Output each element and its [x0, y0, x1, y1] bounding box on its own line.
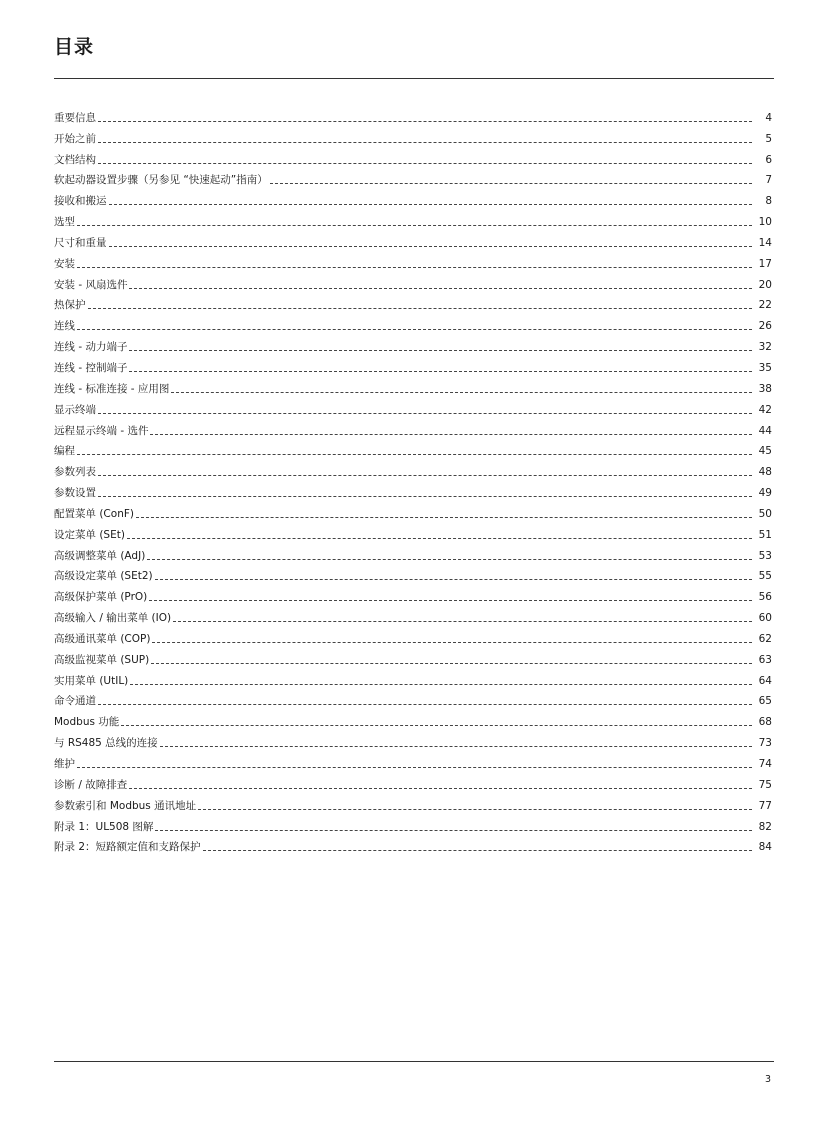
toc-entry-page: 74: [758, 758, 772, 770]
toc-entry[interactable]: [54, 750, 772, 771]
toc-entry-title: 附录 1：UL508 图解: [54, 820, 154, 833]
toc-dot-leader: [98, 475, 752, 476]
toc-entry[interactable]: [54, 458, 772, 479]
toc-entry-page: 44: [758, 424, 772, 437]
toc-entry[interactable]: [54, 542, 772, 563]
toc-entry-title: 连线 - 控制端子: [54, 361, 128, 374]
toc-entry[interactable]: [54, 438, 772, 459]
toc-entry[interactable]: [54, 125, 772, 146]
toc-dot-leader: [77, 454, 752, 455]
toc-entry-page: 73: [758, 737, 772, 750]
toc-entry-page: 55: [758, 570, 772, 583]
toc-entry[interactable]: [54, 771, 772, 792]
toc-entry-title: 文档结构: [54, 153, 96, 166]
toc-dot-leader: [88, 308, 753, 309]
toc-entry-page: 64: [758, 674, 772, 687]
toc-entry[interactable]: [54, 104, 772, 125]
toc-dot-leader: [109, 204, 753, 205]
toc-entry-title: 安装: [54, 257, 75, 270]
toc-entry-page: 45: [758, 445, 772, 458]
toc-entry-title: 软起动器设置步骤（另参见 “快速起动”指南）: [54, 174, 268, 187]
toc-dot-leader: [98, 704, 752, 705]
toc-dot-leader: [173, 621, 752, 622]
toc-entry-title: 配置菜单 (ConF): [54, 507, 134, 520]
toc-dot-leader: [77, 767, 752, 768]
toc-dot-leader: [160, 746, 752, 747]
toc-entry-page: 65: [758, 695, 772, 708]
toc-entry-page: 63: [758, 653, 772, 666]
toc-dot-leader: [151, 663, 752, 664]
toc-entry-title: 尺寸和重量: [54, 236, 107, 249]
toc-entry-title: 开始之前: [54, 132, 96, 145]
toc-entry-page: 22: [758, 299, 772, 312]
toc-entry[interactable]: [54, 333, 772, 354]
toc-entry-page: 8: [765, 195, 772, 208]
toc-dot-leader: [129, 788, 752, 789]
toc-entry-page: 68: [758, 716, 772, 729]
toc-dot-leader: [98, 121, 752, 122]
toc-dot-leader: [129, 350, 752, 351]
toc-entry-page: 62: [758, 632, 772, 645]
toc-dot-leader: [130, 684, 752, 685]
toc-entry-page: 20: [758, 278, 772, 291]
toc-entry-page: 48: [758, 466, 772, 479]
toc-entry-title: 重要信息: [54, 111, 96, 124]
toc-dot-leader: [98, 142, 752, 143]
toc-entry-title: 远程显示终端 - 选件: [54, 424, 149, 437]
toc-entry[interactable]: [54, 250, 772, 271]
toc-entry[interactable]: [54, 271, 772, 292]
toc-entry[interactable]: [54, 146, 772, 167]
toc-entry-page: 56: [758, 591, 772, 604]
toc-entry-title: 诊断 / 故障排查: [54, 778, 128, 791]
toc-entry-title: 高级输入 / 输出菜单 (IO): [54, 612, 172, 625]
toc-entry[interactable]: [54, 500, 772, 521]
toc-entry-page: 53: [758, 549, 772, 562]
toc-entry[interactable]: [54, 563, 772, 584]
toc-entry-page: 6: [765, 153, 772, 166]
toc-entry-title: 维护: [54, 758, 75, 770]
toc-entry-title: 参数索引和 Modbus 通讯地址: [54, 799, 197, 812]
toc-entry-page: 60: [758, 612, 772, 625]
toc-dot-leader: [150, 434, 752, 435]
toc-dot-leader: [155, 579, 752, 580]
toc-entry-title: 选型: [54, 216, 75, 229]
toc-dot-leader: [98, 496, 752, 497]
toc-dot-leader: [147, 559, 752, 560]
toc-entry-page: 32: [758, 341, 772, 354]
toc-entry-title: 显示终端: [54, 403, 96, 416]
toc-dot-leader: [121, 725, 752, 726]
toc-entry-title: 高级调整菜单 (AdJ): [54, 549, 146, 562]
toc-entry[interactable]: [54, 354, 772, 375]
toc-entry[interactable]: [54, 834, 772, 855]
toc-entry-title: 参数设置: [54, 487, 96, 500]
toc-entry-page: 42: [758, 403, 772, 416]
toc-entry[interactable]: [54, 167, 772, 188]
toc-entry-page: 17: [758, 257, 772, 270]
toc-entry[interactable]: [54, 583, 772, 604]
toc-dot-leader: [129, 288, 752, 289]
toc-entry-title: Modbus 功能: [54, 716, 120, 729]
page-title: 目录: [54, 36, 95, 58]
toc-entry[interactable]: [54, 187, 772, 208]
toc-entry-title: 与 RS485 总线的连接: [54, 737, 158, 750]
toc-entry-title: 高级通讯菜单 (COP): [54, 632, 151, 645]
toc-entry[interactable]: [54, 417, 772, 438]
toc-entry[interactable]: [54, 396, 772, 417]
toc-entry-page: 38: [758, 382, 772, 395]
toc-entry-title: 设定菜单 (SEt): [54, 528, 125, 541]
toc-entry[interactable]: [54, 667, 772, 688]
toc-entry-page: 82: [758, 820, 772, 833]
toc-entry-title: 附录 2：短路额定值和支路保护: [54, 841, 201, 854]
toc-entry-page: 14: [758, 236, 772, 249]
table-of-contents: [54, 104, 772, 854]
toc-dot-leader: [129, 371, 752, 372]
toc-entry-title: 连线 - 标准连接 - 应用图: [54, 382, 170, 395]
toc-entry-title: 连线 - 动力端子: [54, 341, 128, 354]
toc-dot-leader: [155, 830, 752, 831]
page-number: 3: [764, 1074, 771, 1085]
toc-entry-page: 7: [765, 174, 772, 187]
toc-entry-title: 安装 - 风扇选件: [54, 278, 128, 291]
toc-entry[interactable]: [54, 792, 772, 813]
toc-dot-leader: [77, 329, 752, 330]
toc-entry[interactable]: [54, 375, 772, 396]
toc-entry-title: 参数列表: [54, 466, 96, 479]
toc-entry-title: 编程: [54, 445, 75, 458]
toc-entry-page: 50: [758, 507, 772, 520]
toc-dot-leader: [270, 183, 752, 184]
toc-entry[interactable]: [54, 604, 772, 625]
toc-entry-page: 75: [758, 778, 772, 791]
toc-entry-page: 77: [758, 799, 772, 812]
toc-entry[interactable]: [54, 479, 772, 500]
toc-entry-title: 命令通道: [54, 695, 96, 708]
toc-entry-page: 10: [758, 216, 772, 229]
toc-entry[interactable]: [54, 208, 772, 229]
toc-entry[interactable]: [54, 312, 772, 333]
toc-dot-leader: [152, 642, 752, 643]
toc-entry-page: 5: [765, 132, 772, 145]
toc-dot-leader: [98, 163, 752, 164]
toc-entry-page: 4: [765, 111, 772, 124]
header-divider: [54, 78, 774, 79]
toc-entry[interactable]: [54, 521, 772, 542]
footer-divider: [54, 1061, 774, 1062]
toc-entry[interactable]: [54, 729, 772, 750]
toc-entry-page: 84: [758, 841, 772, 854]
toc-dot-leader: [98, 413, 752, 414]
toc-dot-leader: [171, 392, 752, 393]
toc-dot-leader: [127, 538, 752, 539]
toc-entry[interactable]: [54, 292, 772, 313]
toc-entry[interactable]: [54, 708, 772, 729]
toc-entry-title: 连线: [54, 320, 75, 333]
toc-dot-leader: [109, 246, 753, 247]
toc-dot-leader: [203, 850, 752, 851]
toc-entry-page: 35: [758, 361, 772, 374]
toc-dot-leader: [77, 225, 752, 226]
toc-dot-leader: [198, 809, 752, 810]
toc-entry-title: 高级监视菜单 (SUP): [54, 653, 150, 666]
toc-entry-page: 26: [758, 320, 772, 333]
toc-entry[interactable]: [54, 688, 772, 709]
toc-entry[interactable]: [54, 229, 772, 250]
toc-dot-leader: [149, 600, 752, 601]
toc-entry-title: 高级保护菜单 (PrO): [54, 591, 148, 604]
toc-entry-title: 接收和搬运: [54, 195, 107, 208]
toc-entry-page: 51: [758, 528, 772, 541]
toc-entry[interactable]: [54, 813, 772, 834]
toc-entry-title: 高级设定菜单 (SEt2): [54, 570, 153, 583]
toc-entry-page: 49: [758, 487, 772, 500]
toc-entry[interactable]: [54, 625, 772, 646]
toc-entry-title: 实用菜单 (UtIL): [54, 674, 129, 687]
toc-entry-title: 热保护: [54, 299, 86, 312]
toc-dot-leader: [77, 267, 752, 268]
toc-entry[interactable]: [54, 646, 772, 667]
toc-dot-leader: [136, 517, 752, 518]
